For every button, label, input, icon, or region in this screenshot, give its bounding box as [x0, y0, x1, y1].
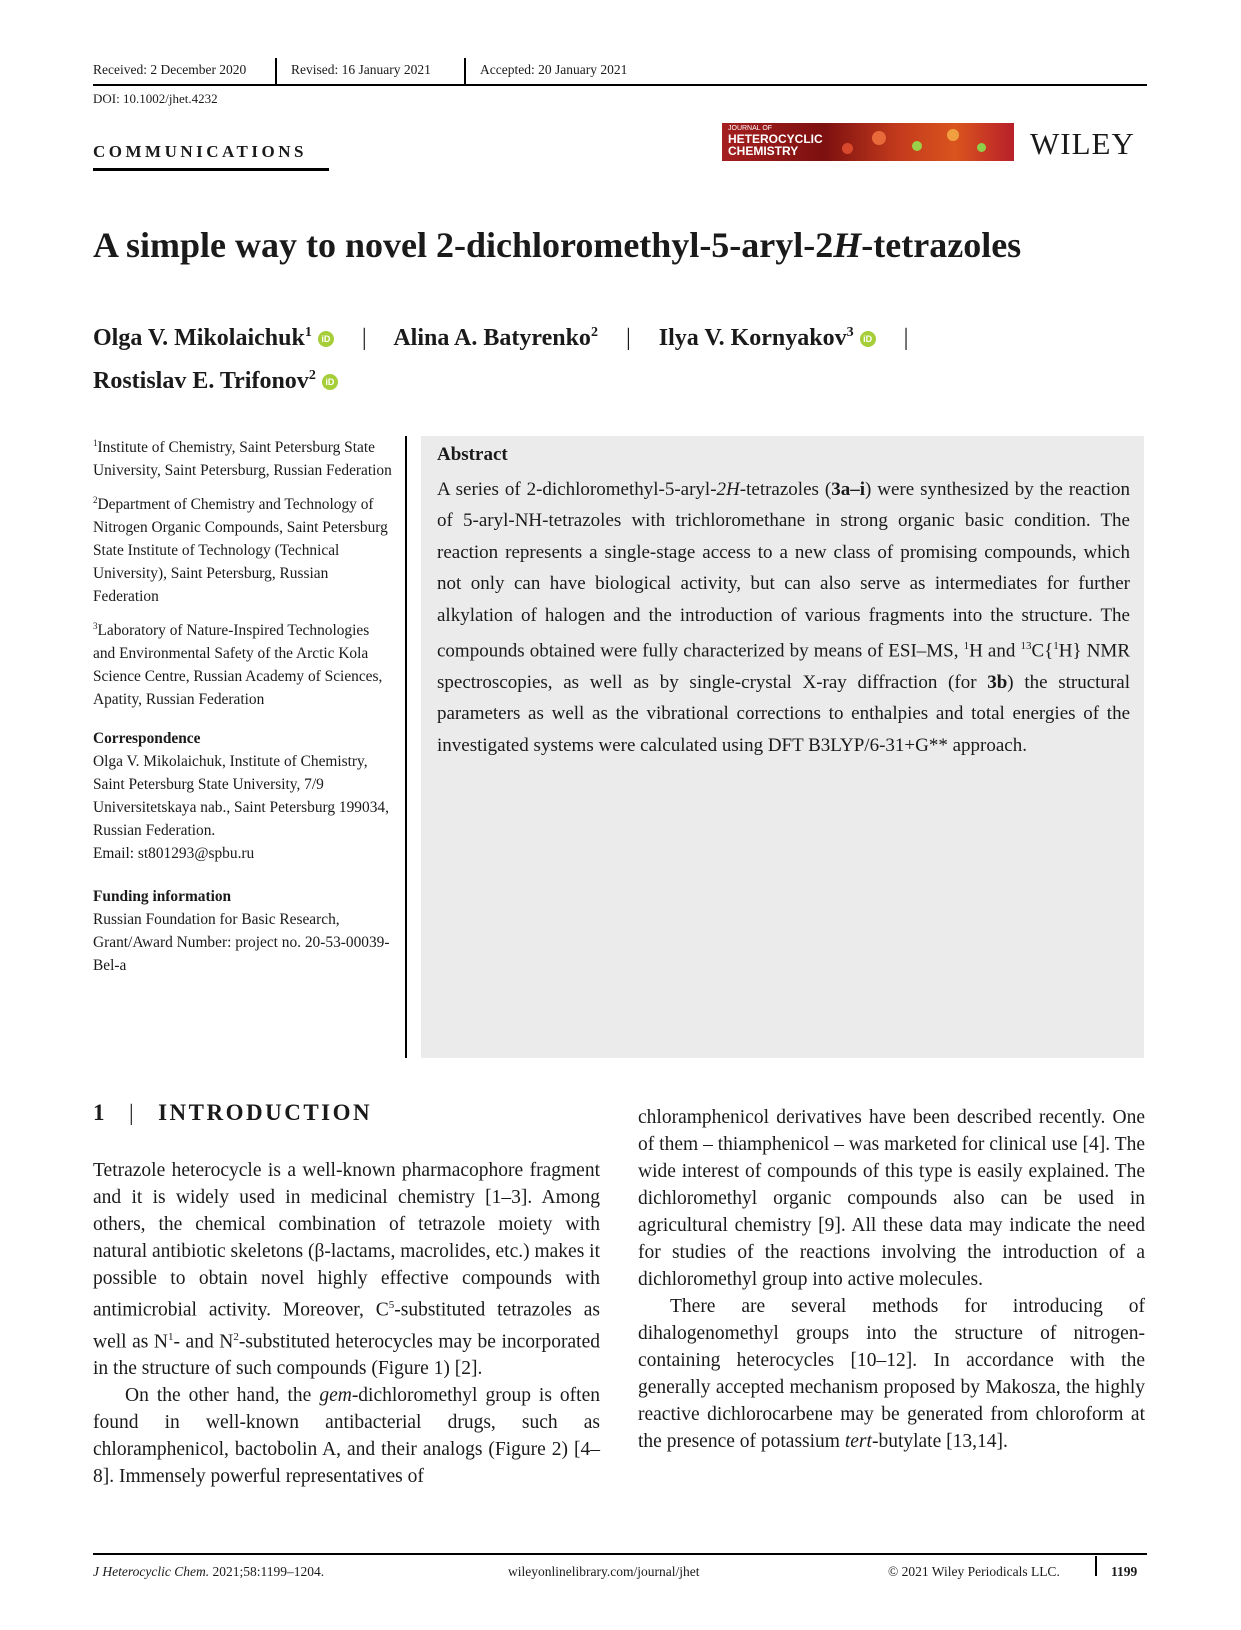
header-rule — [93, 84, 1147, 86]
author-name[interactable]: Rostislav E. Trifonov$^2$ — [93, 368, 316, 394]
journal-logo-name: HETEROCYCLIC CHEMISTRY — [728, 132, 823, 158]
author-name[interactable]: Alina A. Batyrenko$^2$ — [393, 325, 598, 351]
footer-rule — [93, 1553, 1147, 1555]
molecule-icon — [977, 143, 986, 152]
header-divider — [275, 58, 277, 84]
section-heading: 1 | INTRODUCTION — [93, 1100, 373, 1125]
molecule-icon — [842, 143, 853, 154]
author-name[interactable]: Olga V. Mikolaichuk$^1$ — [93, 325, 312, 351]
page-number: 1199 — [1111, 1564, 1138, 1579]
body-column-right — [638, 1104, 1145, 1455]
publisher-logo: WILEY — [1030, 126, 1135, 161]
paragraph: There are several methods for introducing of dihalogenomethyl groups into the structure of nitrogen-containing heterocycles [10–12]. In accordance with the generally accepted mechanism proposed by Makosza, the highly reactive dichlorocarbene may be generated from chloroform at the presence of potassium tert-butylate [13,14]. — [638, 1296, 1145, 1452]
abstract-heading: Abstract — [437, 444, 508, 465]
citation: J Heterocyclic Chem. 2021;58:1199–1204. — [93, 1564, 325, 1579]
correspondence-heading: Correspondence — [93, 730, 201, 748]
affiliation: $^2$Department of Chemistry and Technology of Nitrogen Organic Compounds, Saint Petersburg State Institute of Technology (Technical University), Saint Petersburg, Russian Federation — [93, 495, 388, 606]
revised-date: Revised: 16 January 2021 — [291, 62, 431, 77]
orcid-icon[interactable]: iD — [322, 374, 338, 390]
author-list — [93, 314, 930, 400]
header-divider — [464, 58, 466, 84]
column-rule — [405, 436, 407, 1058]
author-name[interactable]: Ilya V. Kornyakov$^3$ — [658, 325, 854, 351]
section-label: COMMUNICATIONS — [93, 142, 307, 161]
body-column-left — [93, 1157, 600, 1490]
paragraph: On the other hand, the gem-dichloromethyl group is often found in well-known antibacterial drugs, such as chloramphenicol, bactobolin A, and their analogs (Figure 2) [4–8]. Immensely powerful representatives of — [93, 1385, 601, 1487]
molecule-icon — [912, 141, 922, 151]
orcid-icon[interactable]: iD — [318, 331, 334, 347]
correspondence-text: Olga V. Mikolaichuk, Institute of Chemistry, Saint Petersburg State University, 7/9 Universitetskaya nab., Saint Petersburg 199034, Russian Federation. — [93, 753, 389, 840]
doi[interactable]: DOI: 10.1002/jhet.4232 — [93, 91, 218, 106]
accepted-date: Accepted: 20 January 2021 — [480, 62, 628, 77]
section-underline — [93, 168, 329, 171]
paragraph: Tetrazole heterocycle is a well-known pharmacophore fragment and it is widely used in medicinal chemistry [1–3]. Among others, the chemical combination of tetrazole moiety with natural antibiotic skeletons (β-lactams, macrolides, etc.) makes it possible to obtain novel highly effective compounds with antimicrobial activity. Moreover, $C^5$-substituted tetrazoles as well as $N^1-$ and $N^2$-substituted heterocycles may be incorporated in the structure of such compounds (Figure 1) [2]. — [93, 1160, 600, 1379]
author-separator: | — [361, 325, 367, 351]
affiliation: $^1$Institute of Chemistry, Saint Petersburg State University, Saint Petersburg, Russian Federation — [93, 438, 392, 480]
funding-text: Russian Foundation for Basic Research, Grant/Award Number: project no. 20-53-00039-Bel-a — [93, 911, 390, 975]
journal-url[interactable]: wileyonlinelibrary.com/journal/jhet — [508, 1564, 700, 1579]
molecule-icon — [947, 129, 959, 141]
affiliations — [93, 432, 393, 977]
molecule-icon — [872, 131, 886, 145]
orcid-icon[interactable]: iD — [860, 331, 876, 347]
affiliation: $^3$Laboratory of Nature-Inspired Technologies and Environmental Safety of the Arctic Kola Science Centre, Russian Academy of Sciences, Apatity, Russian Federation — [93, 621, 383, 709]
footer-divider — [1095, 1556, 1097, 1576]
received-date: Received: 2 December 2020 — [93, 62, 247, 77]
copyright: © 2021 Wiley Periodicals LLC. — [888, 1564, 1060, 1579]
paragraph: chloramphenicol derivatives have been described recently. One of them – thiamphenicol – was marketed for clinical use [4]. The wide interest of compounds of this type is easily explained. The dichloromethyl organic compounds also can be used in agricultural chemistry [9]. All these data may indicate the need for studies of the reactions involving the introduction of a dichloromethyl group into active molecules. — [638, 1107, 1145, 1290]
correspondence-email[interactable]: Email: st801293@spbu.ru — [93, 845, 255, 863]
journal-logo-small: JOURNAL OF — [728, 125, 773, 132]
journal-logo — [722, 123, 1014, 161]
funding-heading: Funding information — [93, 888, 232, 906]
abstract-text: A series of 2-dichloromethyl-5-aryl-2H-tetrazoles (3a–i) were synthesized by the reaction of 5-aryl-NH-tetrazoles with trichloromethane in strong organic basic condition. The reaction represents a single-stage access to a new class of promising compounds, which not only can have biological activity, but can also serve as intermediates for further alkylation of halogen and the introduction of various fragments into the structure. The compounds obtained were fully characterized by means of ESI–MS, $^1$H and $^{13}$C{$^1$H} NMR spectroscopies, as well as by single-crystal X-ray diffraction (for 3b) the structural parameters as well as the vibrational corrections to enthalpies and total energies of the investigated systems were calculated using DFT B3LYP/6-31+G** approach. — [437, 479, 1130, 756]
author-separator: | — [625, 325, 631, 351]
author-separator: | — [903, 325, 909, 351]
article-title: A simple way to novel 2-dichloromethyl-5-aryl-2H-tetrazoles — [93, 225, 1022, 265]
